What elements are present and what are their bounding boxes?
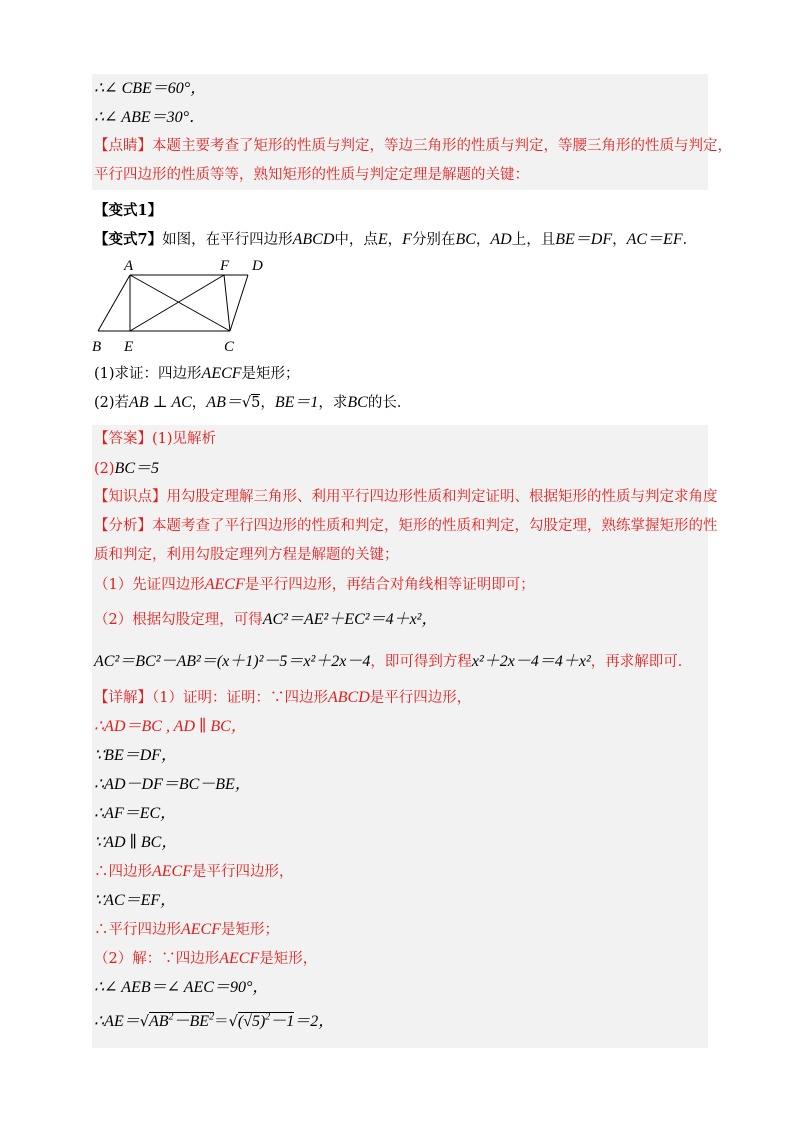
detail-l10-end: 是矩形， — [259, 951, 318, 967]
knowledge-text: 用勾股定理解三角形、利用平行四边形性质和判定证明、根据矩形的性质与判定求角度 — [166, 489, 718, 505]
step3-end: ，再求解即可． — [590, 654, 693, 670]
answer-line-2 — [92, 454, 708, 483]
analysis-step-2 — [92, 599, 708, 641]
math-e: E — [377, 231, 388, 248]
problem-text-d: 上，且 — [511, 232, 556, 248]
answer-line-1 — [92, 425, 708, 454]
detail-line-7 — [92, 857, 708, 886]
detail-line-9 — [92, 915, 708, 944]
detail-l12-pre: ∴AE＝ — [94, 1013, 140, 1030]
angle-cbe-line: ∴∠ CBE＝60°， — [94, 80, 207, 97]
detail-line-4: ∴AD－DF＝BC－BE， — [94, 776, 251, 793]
detail-line-11: ∴∠ AEB＝∠ AEC＝90°， — [94, 979, 269, 996]
step1-suffix: 是平行四边形，再结合对角线相等证明即可； — [244, 577, 535, 593]
label-b: B — [92, 339, 102, 355]
question-2 — [92, 388, 708, 417]
detail-line-3: ∵BE＝DF， — [94, 747, 178, 764]
comma: ， — [475, 232, 491, 248]
detail-l9-pre: ∴平行四边形 — [94, 922, 181, 938]
detail-l7-end: 是平行四边形， — [192, 864, 294, 880]
dianjing-text-1: 本题主要考查了矩形的性质与判定，等边三角形的性质与判定，等腰三角形的性质与判定， — [152, 138, 732, 154]
math-bc: BC — [347, 394, 368, 411]
problem-text-a: 如图，在平行四边形 — [162, 232, 293, 248]
detail-l1-text: （1）证明：证明：∵四边形 — [152, 690, 328, 706]
angle-abe-line: ∴∠ ABE＝30°． — [94, 109, 206, 126]
dianjing-line-2: 平行四边形的性质等等，熟知矩形的性质与判定定理是解题的关键： — [94, 167, 529, 183]
math-cond-ac-ef: AC＝EF — [626, 231, 683, 248]
sqrt-symbol: √ — [241, 395, 252, 411]
detail-l12-end: ＝2， — [294, 1013, 335, 1030]
sqrt-radicand: 5 — [251, 395, 261, 411]
step3-text: ，即可得到方程 — [370, 654, 472, 670]
dianjing-tag: 【点睛】 — [94, 138, 152, 154]
math-be-eq-1: BE＝1 — [274, 394, 319, 411]
math-cond-be-df: BE＝DF — [555, 231, 613, 248]
math-aecf: AECF — [201, 365, 242, 382]
detail-line-10 — [92, 944, 708, 973]
q1-suffix: 是矩形； — [241, 366, 300, 382]
problem-text-b: 中，点 — [334, 232, 378, 248]
parallelogram-diagram — [92, 254, 292, 359]
analysis-step-3 — [92, 641, 708, 683]
label-d: D — [252, 258, 263, 274]
edge-ab — [98, 275, 130, 331]
math-ab-perp-ac: AB ⊥ AC — [129, 394, 192, 411]
analysis-text-1: 本题考查了平行四边形的性质和判定，矩形的性质和判定，勾股定理，熟练掌握矩形的性 — [152, 518, 718, 534]
label-f: F — [220, 258, 230, 274]
comma: ， — [260, 395, 275, 411]
analysis-line-2: 质和判定，利用勾股定理列方程是解题的关键； — [94, 547, 399, 563]
math-ab-eq: AB＝ — [206, 394, 242, 411]
label-e: E — [124, 339, 134, 355]
q1-prefix: (1)求证：四边形 — [94, 366, 202, 382]
answer-block — [92, 425, 718, 1048]
detail-l10-pre: （2）解：∵四边形 — [94, 951, 220, 967]
knowledge-line — [92, 483, 718, 512]
q2-ask: ，求 — [318, 395, 348, 411]
answer-2-math: BC＝5 — [114, 460, 159, 477]
step3-equation-2: x²＋2x－4＝4＋x² — [471, 653, 591, 670]
answer-1: (1)见解析 — [152, 431, 217, 447]
math-abcd: ABCD — [292, 231, 335, 248]
step2-equation: AC²＝AE²＋EC²＝4＋x²， — [262, 611, 438, 628]
detail-line-8: ∵AC＝EF， — [94, 892, 177, 909]
analysis-tag: 【分析】 — [94, 518, 152, 534]
comma: ， — [191, 395, 207, 411]
math-aecf: AECF — [152, 863, 192, 880]
label-c: C — [224, 339, 235, 355]
answer-2-prefix: (2) — [94, 461, 115, 477]
period: ． — [682, 232, 698, 248]
math-aecf: AECF — [181, 921, 221, 938]
detail-line-2: ∴AD＝BC , AD ∥ BC， — [94, 718, 247, 735]
detail-line-12 — [92, 1002, 708, 1042]
problem-tag: 【变式7】 — [94, 231, 163, 248]
problem-statement — [92, 225, 708, 254]
segment-fc — [224, 275, 230, 331]
document-page — [92, 0, 732, 1048]
edge-dc — [230, 275, 248, 331]
math-ad: AD — [490, 231, 512, 248]
detail-line-6: ∵AD ∥ BC， — [94, 834, 178, 851]
parallelogram-figure — [92, 254, 708, 359]
label-a: A — [124, 258, 134, 274]
section-title: 【变式1】 — [94, 202, 163, 219]
detail-l1-end: 是平行四边形， — [369, 690, 472, 706]
step2-prefix: （2）根据勾股定理，可得 — [94, 612, 263, 628]
detail-line-5: ∴AF＝EC， — [94, 805, 177, 822]
dianjing-line-1 — [92, 132, 732, 161]
math-bc: BC — [455, 231, 476, 248]
detail-l9-end: 是矩形； — [221, 922, 279, 938]
math-f: F — [402, 231, 412, 248]
knowledge-tag: 【知识点】 — [94, 489, 167, 505]
q2-suffix: 的长． — [367, 395, 412, 411]
detail-line-1 — [92, 683, 708, 712]
sqrt-expression: $√AB^2-BE^2=√(√5)^2-1$ — [139, 1011, 295, 1030]
math-aecf: AECF — [219, 950, 260, 967]
analysis-line-1 — [92, 512, 718, 541]
detail-l7-pre: ∴四边形 — [94, 864, 152, 880]
solution-tail-block — [92, 74, 732, 190]
comma: ， — [612, 232, 627, 248]
detail-tag: 【详解】 — [94, 690, 152, 706]
problem-text-c: 分别在 — [411, 232, 456, 248]
comma: ， — [387, 232, 403, 248]
step1-prefix: （1）先证四边形 — [94, 577, 205, 593]
q2-prefix: (2)若 — [94, 395, 130, 411]
math-abcd: ABCD — [327, 689, 370, 706]
answer-tag: 【答案】 — [94, 431, 152, 447]
analysis-step-1 — [92, 570, 708, 599]
math-aecf: AECF — [204, 576, 245, 593]
step3-equation: AC²＝BC²－AB²＝(x＋1)²－5＝x²＋2x－4 — [94, 653, 371, 670]
question-1 — [92, 359, 708, 388]
